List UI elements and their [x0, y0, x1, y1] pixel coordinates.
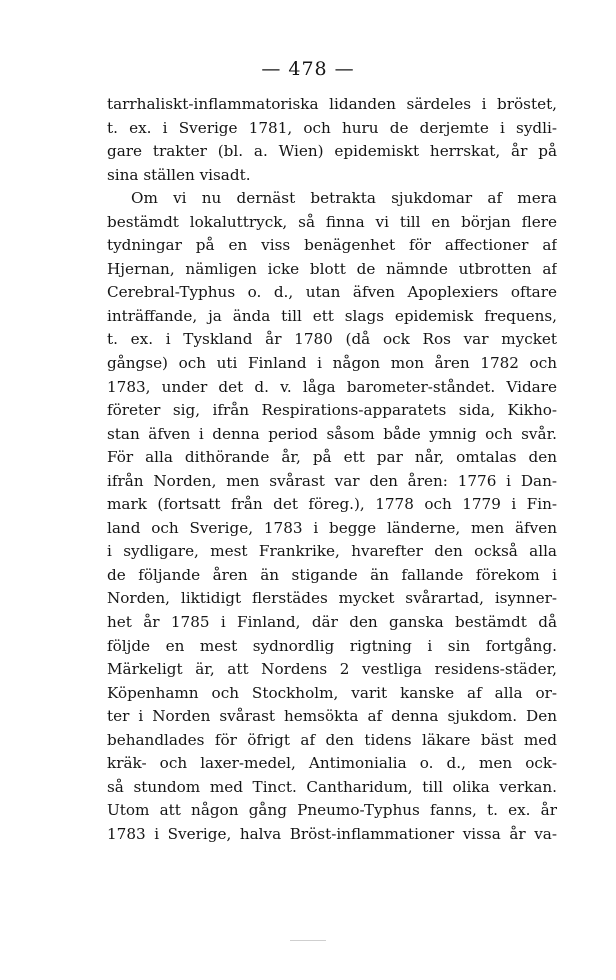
text-line: följde en mest sydnordlig rigtning i sin fortgång. — [107, 636, 557, 655]
text-line: Märkeligt är, att Nordens 2 vestliga residens-städer, — [107, 660, 557, 679]
paragraph — [107, 187, 557, 846]
text-line: Utom att någon gång Pneumo-Typhus fanns, t. ex. år — [107, 801, 557, 820]
text-line: gare trakter (bl. a. Wien) epidemiskt herrskat, år på — [107, 142, 557, 161]
text-line: de följande åren än stigande än fallande förekom i — [107, 565, 557, 584]
text-line: i sydligare, mest Frankrike, hvarefter den också alla — [107, 542, 557, 561]
body-text — [107, 93, 557, 847]
text-line: land och Sverige, 1783 i begge länderne, men äfven — [107, 518, 557, 537]
text-line: inträffande, ja ända till ett slags epidemisk frequens, — [107, 306, 557, 325]
text-line: Om vi nu dernäst betrakta sjukdomar af mera — [131, 189, 557, 208]
page-number: — 478 — — [261, 58, 355, 80]
text-line: ter i Norden svårast hemsökta af denna sjukdom. Den — [107, 707, 557, 726]
text-line: kräk- och laxer-medel, Antimonialia o. d., men ock- — [107, 754, 557, 773]
text-line: mark (fortsatt från det föreg.), 1778 och 1779 i Fin- — [107, 495, 557, 514]
text-line: så stundom med Tinct. Cantharidum, till olika verkan. — [107, 777, 557, 796]
text-line: tarrhaliskt-inflammatoriska lidanden särdeles i bröstet, — [107, 95, 557, 113]
text-line: stan äfven i denna period såsom både ymnig och svår. — [107, 424, 557, 443]
text-line: företer sig, ifrån Respirations-apparatets sida, Kikho- — [107, 401, 557, 420]
text-line: behandlades för öfrigt af den tidens läkare bäst med — [107, 730, 557, 749]
text-line: Köpenhamn och Stockholm, varit kanske af alla or- — [107, 683, 557, 702]
text-line: Hjernan, nämligen icke blott de nämnde utbrotten af — [107, 259, 557, 278]
text-line: bestämdt lokaluttryck, så finna vi till en början flere — [107, 212, 557, 231]
page-edge-mark — [290, 940, 326, 941]
text-line: sina ställen visadt. — [107, 165, 251, 184]
text-line: tydningar på en viss benägenhet för affectioner af — [107, 236, 557, 255]
text-line: För alla dithörande år, på ett par når, omtalas den — [107, 448, 557, 467]
text-line: 1783 i Sverige, halva Bröst-inflammationer vissa år va- — [107, 824, 557, 843]
text-line: het år 1785 i Finland, där den ganska bestämdt då — [107, 613, 557, 632]
text-line: Norden, liktidigt flerstädes mycket svårartad, isynner- — [107, 589, 557, 608]
text-line: gångse) och uti Finland i någon mon åren 1782 och — [107, 354, 557, 373]
paragraph — [107, 93, 557, 187]
text-line: Cerebral-Typhus o. d., utan äfven Apoplexiers oftare — [107, 283, 557, 302]
text-line: t. ex. i Sverige 1781, och huru de derjemte i sydli- — [107, 118, 557, 137]
text-line: t. ex. i Tyskland år 1780 (då ock Ros var mycket — [107, 330, 557, 349]
text-line: 1783, under det d. v. låga barometer-ståndet. Vidare — [107, 377, 557, 396]
text-line: ifrån Norden, men svårast var den åren: 1776 i Dan- — [107, 471, 557, 490]
